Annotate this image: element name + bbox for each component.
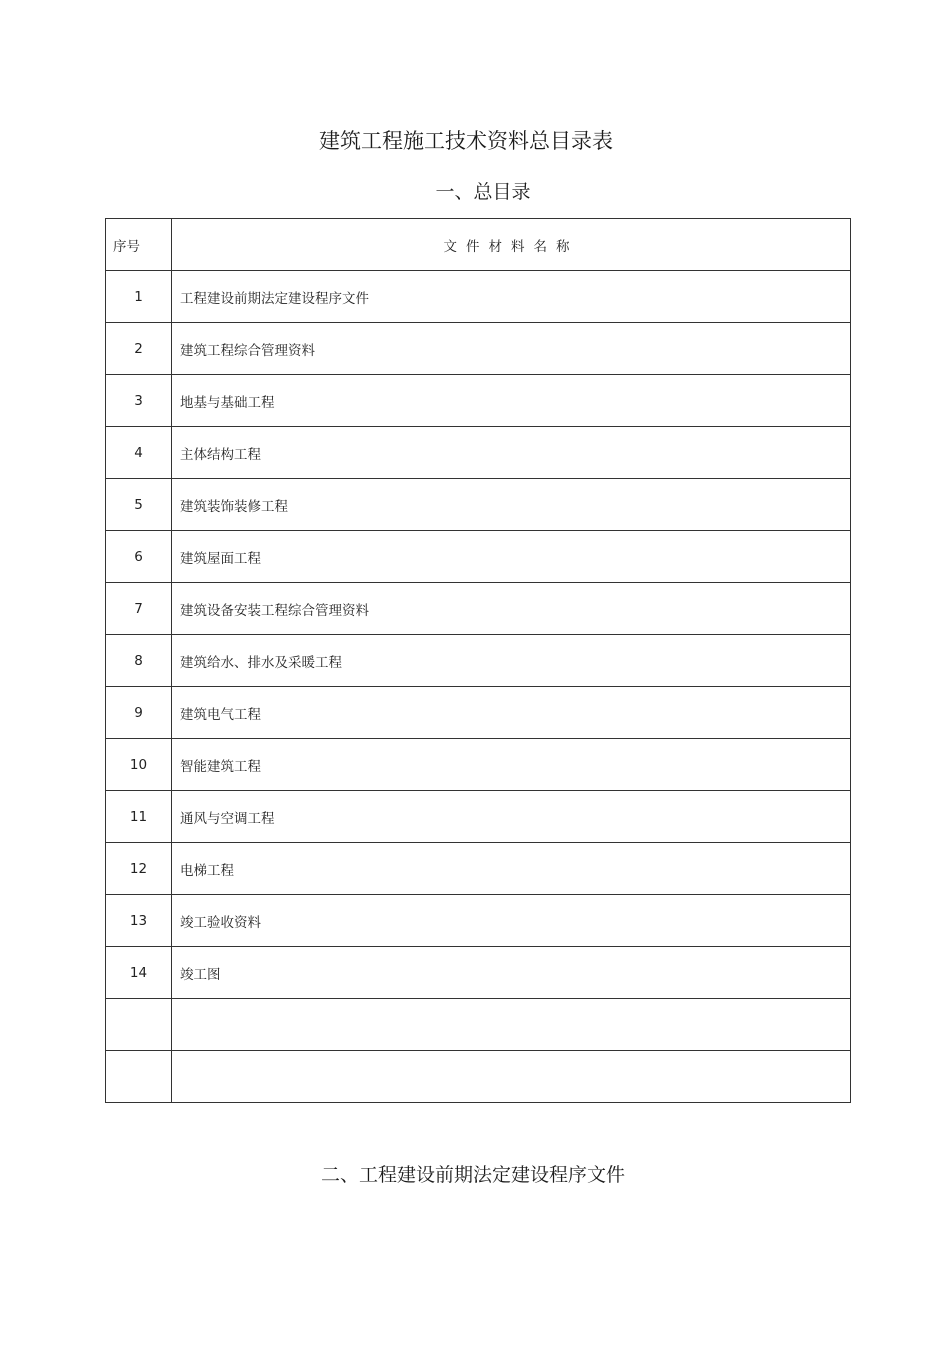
header-document-name: 文件材料名称	[172, 219, 851, 271]
table-row	[106, 531, 851, 583]
row-number: 6	[106, 531, 172, 583]
row-name: 建筑工程综合管理资料	[172, 323, 851, 375]
table-row	[106, 947, 851, 999]
row-name: 建筑屋面工程	[172, 531, 851, 583]
table-row	[106, 843, 851, 895]
row-number: 13	[106, 895, 172, 947]
row-name	[172, 1051, 851, 1103]
table-row	[106, 583, 851, 635]
row-name: 通风与空调工程	[172, 791, 851, 843]
row-number: 2	[106, 323, 172, 375]
row-name: 建筑设备安装工程综合管理资料	[172, 583, 851, 635]
row-number: 8	[106, 635, 172, 687]
row-number: 3	[106, 375, 172, 427]
row-name: 建筑电气工程	[172, 687, 851, 739]
row-number: 7	[106, 583, 172, 635]
section-heading-preliminary-procedures: 二、工程建设前期法定建设程序文件	[320, 1164, 625, 1186]
row-number: 14	[106, 947, 172, 999]
table-row	[106, 895, 851, 947]
row-name: 工程建设前期法定建设程序文件	[172, 271, 851, 323]
row-name: 地基与基础工程	[172, 375, 851, 427]
row-number: 12	[106, 843, 172, 895]
table-row	[106, 635, 851, 687]
table-header-row	[106, 219, 851, 271]
document-title: 建筑工程施工技术资料总目录表	[319, 129, 613, 153]
table-row	[106, 323, 851, 375]
row-number: 1	[106, 271, 172, 323]
row-name: 智能建筑工程	[172, 739, 851, 791]
table-row	[106, 375, 851, 427]
table-row	[106, 791, 851, 843]
row-number: 11	[106, 791, 172, 843]
directory-table	[105, 218, 851, 1103]
row-name: 建筑装饰装修工程	[172, 479, 851, 531]
table-row-empty	[106, 999, 851, 1051]
row-name: 电梯工程	[172, 843, 851, 895]
table-row	[106, 479, 851, 531]
row-name	[172, 999, 851, 1051]
row-number: 10	[106, 739, 172, 791]
row-number: 5	[106, 479, 172, 531]
table-row	[106, 687, 851, 739]
table-row-empty	[106, 1051, 851, 1103]
table-row	[106, 427, 851, 479]
row-name: 建筑给水、排水及采暖工程	[172, 635, 851, 687]
section-heading-general-directory: 一、总目录	[435, 181, 531, 203]
row-number	[106, 999, 172, 1051]
row-number: 4	[106, 427, 172, 479]
table-row	[106, 739, 851, 791]
table-row	[106, 271, 851, 323]
header-number: 序号	[106, 219, 172, 271]
row-name: 竣工图	[172, 947, 851, 999]
row-number: 9	[106, 687, 172, 739]
row-name: 主体结构工程	[172, 427, 851, 479]
row-number	[106, 1051, 172, 1103]
row-name: 竣工验收资料	[172, 895, 851, 947]
